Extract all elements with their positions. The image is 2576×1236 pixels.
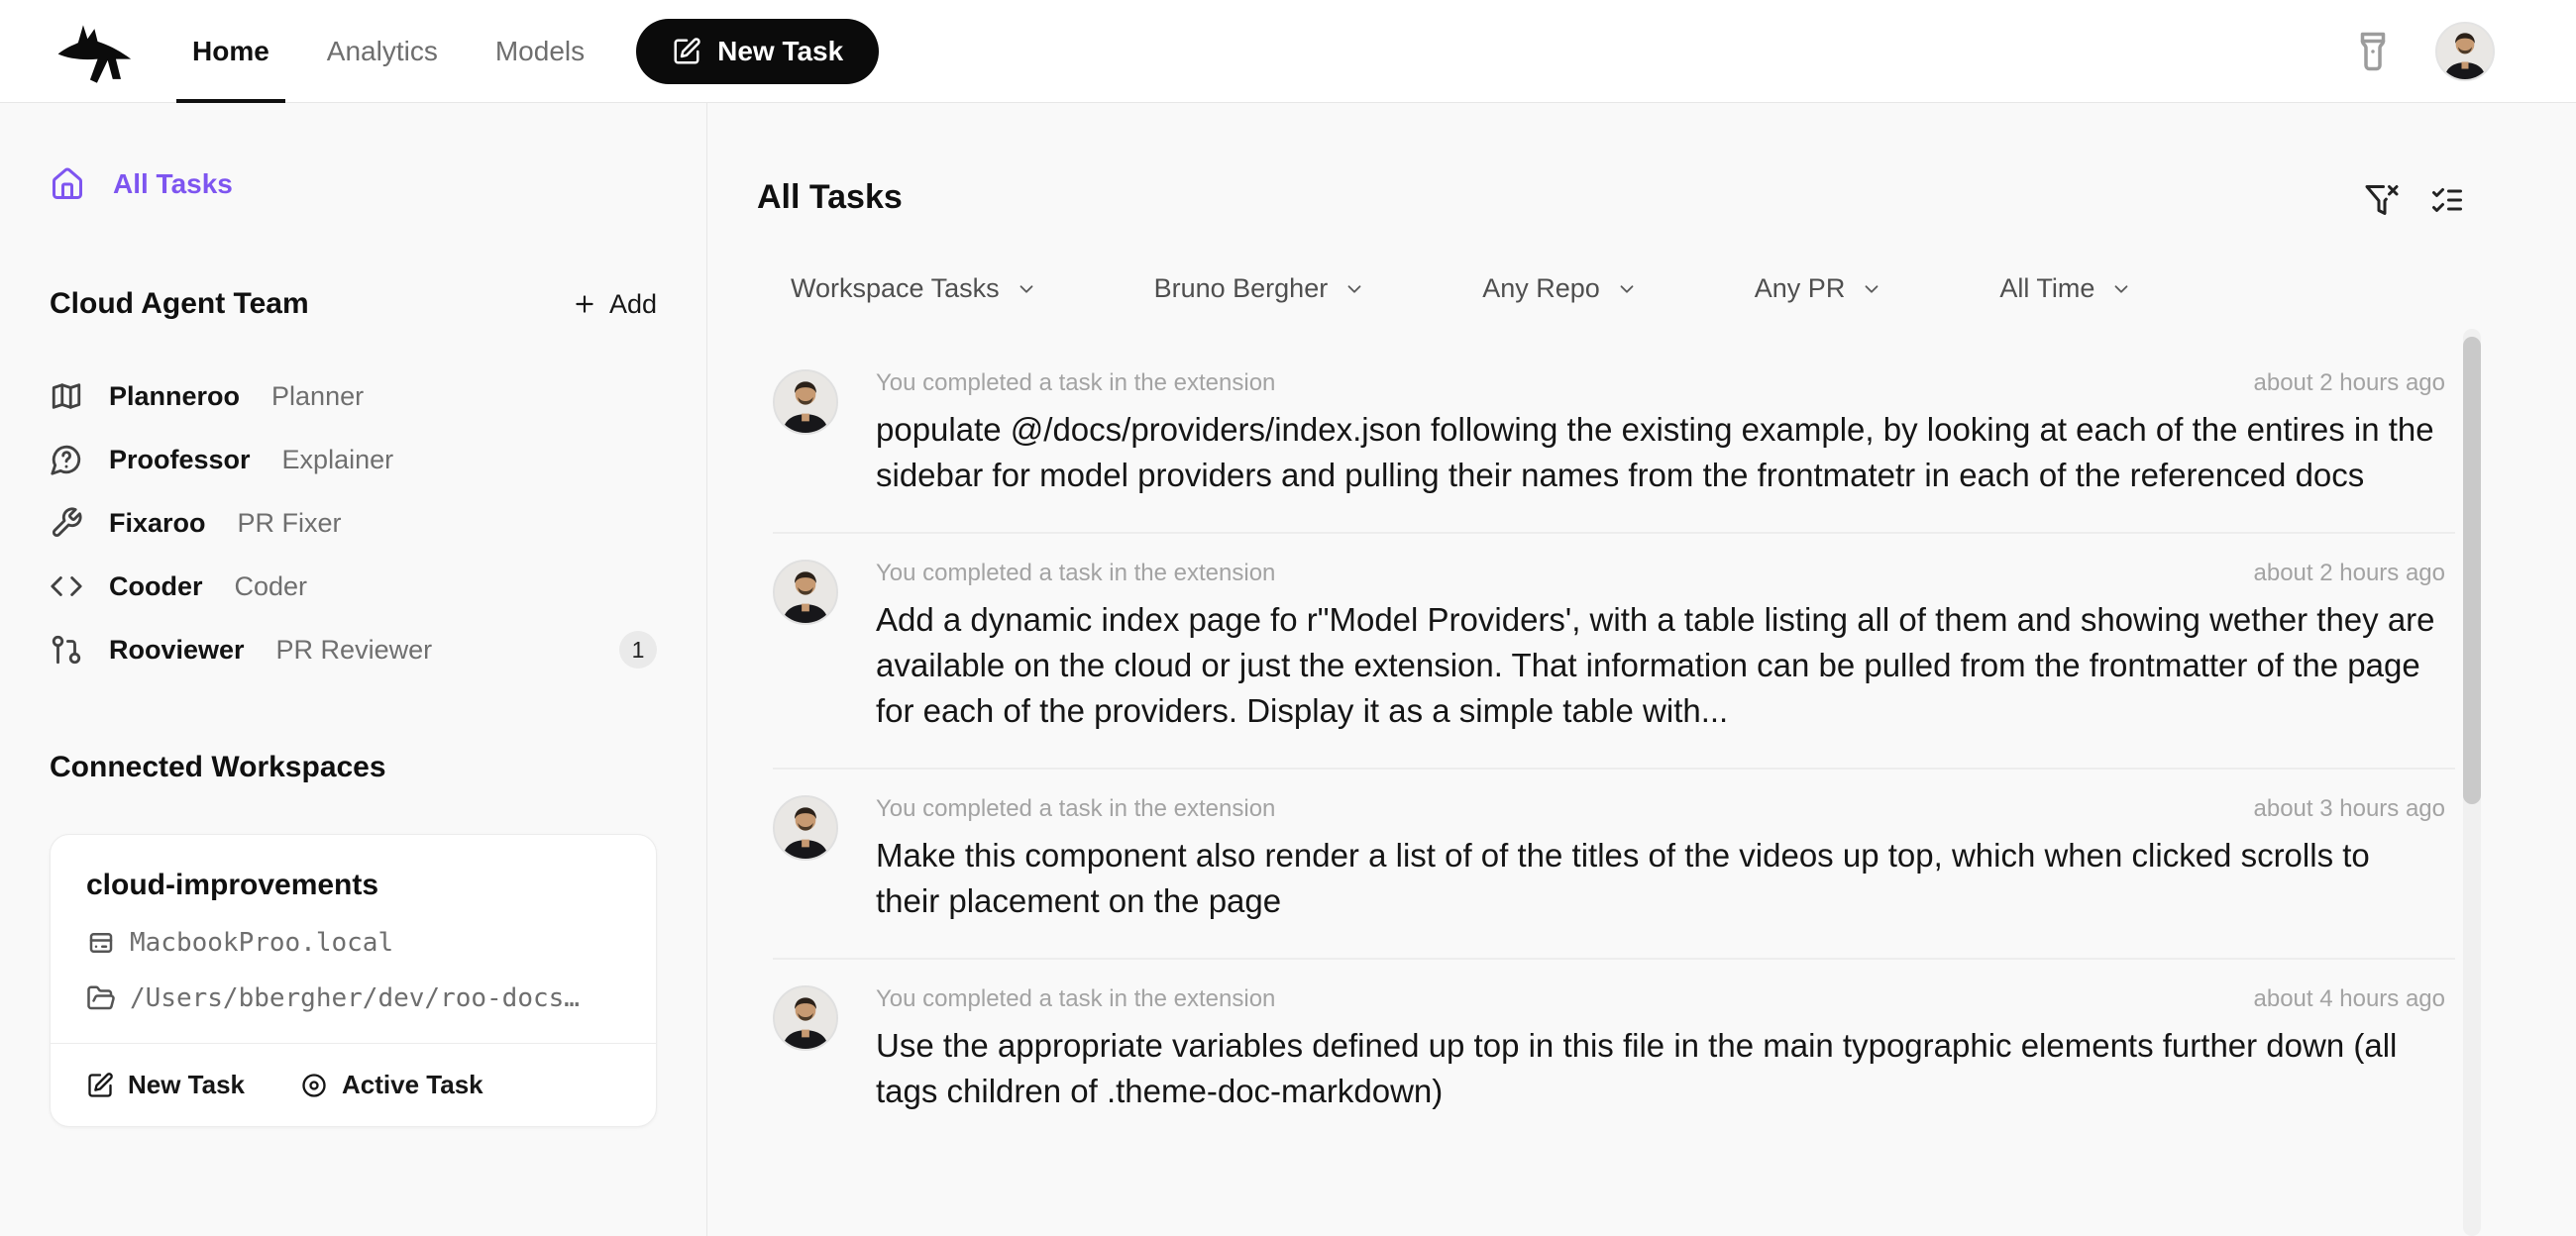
square-pen-icon xyxy=(86,1072,114,1099)
task-timestamp: about 2 hours ago xyxy=(2253,560,2445,586)
task-text: populate @/docs/providers/index.json following the existing example, by looking at each of the entires in the sidebar for model providers and pulling their names from the frontmatetr in each of the referenced docs xyxy=(876,411,2434,493)
sidebar-item-planneroo[interactable]: Planneroo Planner xyxy=(50,364,657,428)
task-avatar xyxy=(773,369,838,435)
home-icon xyxy=(50,166,85,202)
nav-tab-analytics[interactable]: Analytics xyxy=(326,35,438,66)
code-icon xyxy=(50,569,83,603)
avatar-photo xyxy=(2437,24,2493,79)
task-body xyxy=(876,985,2445,1114)
task-list xyxy=(757,344,2455,1148)
workspace-host-row xyxy=(86,928,620,958)
page-title: All Tasks xyxy=(757,178,903,216)
task-body xyxy=(876,795,2445,924)
task-row[interactable] xyxy=(773,534,2455,770)
chevron-down-icon xyxy=(1343,278,1365,300)
filter-repo[interactable]: Any Repo xyxy=(1482,273,1638,304)
sidebar-item-fixaroo[interactable]: Fixaroo PR Fixer xyxy=(50,491,657,555)
filter-pr[interactable]: Any PR xyxy=(1755,273,1883,304)
task-row-head xyxy=(876,560,2445,587)
sidebar-item-rooviewer[interactable]: Rooviewer PR Reviewer 1 xyxy=(50,618,657,681)
main-nav xyxy=(192,0,585,103)
task-body xyxy=(876,560,2445,734)
workspace-active-task-button[interactable]: Active Task xyxy=(300,1070,483,1100)
filter-task-source[interactable]: Workspace Tasks xyxy=(791,273,1037,304)
sidebar-item-all-tasks[interactable]: All Tasks xyxy=(50,166,657,202)
task-row-head xyxy=(876,369,2445,397)
workspace-path: /Users/bbergher/dev/roo-docs… xyxy=(130,983,580,1013)
chevron-down-icon xyxy=(1616,278,1638,300)
main-content xyxy=(707,103,2576,1236)
filter-user[interactable]: Bruno Bergher xyxy=(1154,273,1366,304)
task-row[interactable] xyxy=(773,344,2455,534)
funnel-x-icon xyxy=(2364,182,2400,218)
workspace-card-footer xyxy=(51,1043,656,1126)
status-badge: 1 xyxy=(619,631,657,669)
select-tasks-button[interactable] xyxy=(2429,182,2465,218)
main-header xyxy=(757,178,2576,218)
list-checks-icon xyxy=(2429,182,2465,218)
task-text: Add a dynamic index page fo r"Model Providers', with a table listing all of them and showing wether they are available on the cloud or just the extension. That information can be pulled from the frontmatter of the page for each of the providers. Display it as a simple table with... xyxy=(876,601,2435,729)
workspace-name: cloud-improvements xyxy=(86,869,379,901)
task-text: Make this component also render a list of of the titles of the videos up top, which when clicked scrolls to their placement on the page xyxy=(876,837,2370,919)
top-bar xyxy=(0,0,2576,103)
flashlight-button[interactable] xyxy=(2352,31,2394,72)
task-body xyxy=(876,369,2445,498)
task-avatar xyxy=(773,560,838,625)
task-meta: You completed a task in the extension xyxy=(876,985,1276,1012)
scrollbar-thumb[interactable] xyxy=(2463,337,2481,804)
user-avatar[interactable] xyxy=(2435,22,2495,81)
workspace-path-row xyxy=(86,983,620,1013)
chevron-down-icon xyxy=(2110,278,2132,300)
task-row[interactable] xyxy=(773,960,2455,1148)
workspace-new-task-button[interactable]: New Task xyxy=(86,1070,245,1100)
map-icon xyxy=(50,379,83,413)
sidebar-item-proofessor[interactable]: Proofessor Explainer xyxy=(50,428,657,491)
kangaroo-logo-icon xyxy=(52,19,139,84)
team-section-header xyxy=(50,287,657,321)
chevron-down-icon xyxy=(1016,278,1037,300)
workspace-host: MacbookProo.local xyxy=(130,928,394,958)
nav-tab-home[interactable]: Home xyxy=(192,0,269,103)
task-timestamp: about 3 hours ago xyxy=(2253,795,2445,822)
git-pull-request-icon xyxy=(50,633,83,667)
workspace-card xyxy=(50,834,657,1127)
task-timestamp: about 2 hours ago xyxy=(2253,369,2445,396)
filter-time[interactable]: All Time xyxy=(1999,273,2132,304)
app-shell xyxy=(0,103,2576,1236)
task-row-head xyxy=(876,795,2445,823)
team-heading: Cloud Agent Team xyxy=(50,287,309,320)
top-bar-right xyxy=(2352,22,2495,81)
avatar-photo xyxy=(775,987,836,1049)
message-question-icon xyxy=(50,443,83,476)
add-agent-button[interactable]: Add xyxy=(572,289,657,320)
avatar-photo xyxy=(775,797,836,859)
task-meta: You completed a task in the extension xyxy=(876,795,1276,822)
chevron-down-icon xyxy=(1861,278,1882,300)
task-row[interactable] xyxy=(773,770,2455,960)
task-meta: You completed a task in the extension xyxy=(876,369,1276,396)
task-text: Use the appropriate variables defined up top in this file in the main typographic elements further down (all tags children of .theme-doc-markdown) xyxy=(876,1027,2398,1109)
sidebar-item-cooder[interactable]: Cooder Coder xyxy=(50,555,657,618)
list-toolbar xyxy=(2364,182,2465,218)
clear-filters-button[interactable] xyxy=(2364,182,2400,218)
wrench-icon xyxy=(50,506,83,540)
avatar-photo xyxy=(775,562,836,623)
avatar-photo xyxy=(775,371,836,433)
new-task-button[interactable]: New Task xyxy=(636,19,879,84)
task-avatar xyxy=(773,985,838,1051)
agent-list xyxy=(50,364,657,681)
square-pen-icon xyxy=(672,37,701,66)
task-row-head xyxy=(876,985,2445,1013)
device-icon xyxy=(86,928,116,958)
task-timestamp: about 4 hours ago xyxy=(2253,985,2445,1012)
workspace-card-body xyxy=(51,835,656,1043)
circle-dot-icon xyxy=(300,1072,328,1099)
flashlight-icon xyxy=(2352,31,2394,72)
nav-tab-models[interactable]: Models xyxy=(494,35,586,66)
filter-bar xyxy=(757,273,2576,304)
sidebar xyxy=(0,103,707,1236)
task-meta: You completed a task in the extension xyxy=(876,560,1276,586)
folder-open-icon xyxy=(86,983,116,1013)
task-avatar xyxy=(773,795,838,861)
workspaces-heading: Connected Workspaces xyxy=(50,751,386,783)
plus-icon xyxy=(572,291,597,317)
